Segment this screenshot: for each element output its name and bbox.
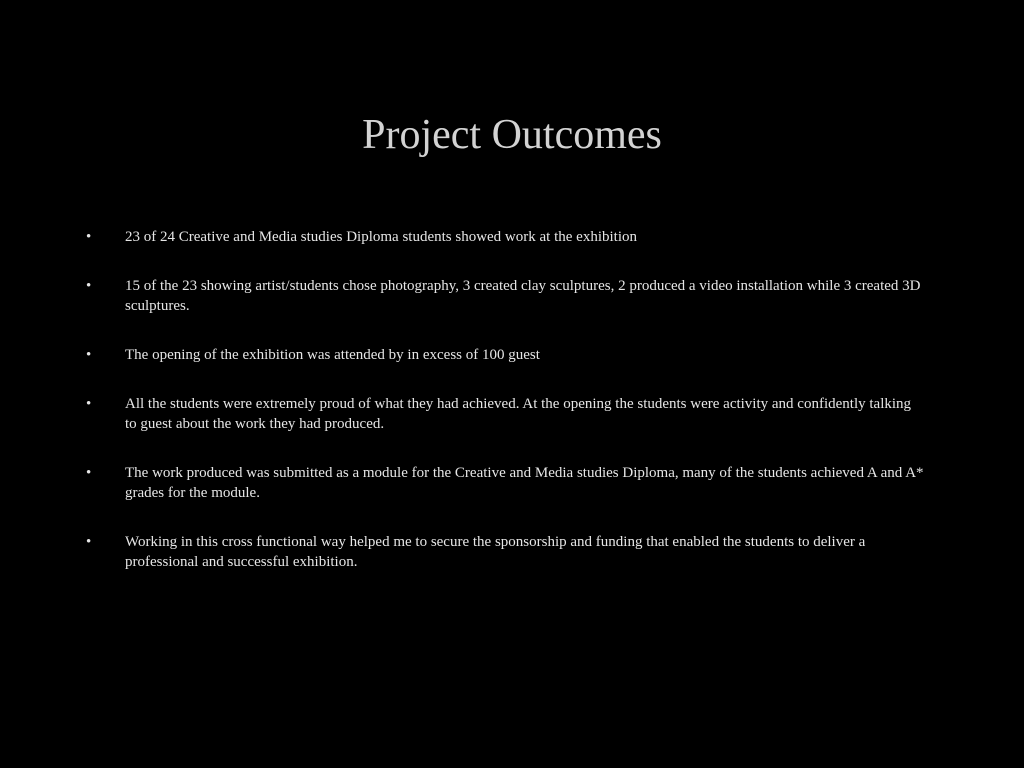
bullet-item (86, 532, 926, 572)
bullet-text: Working in this cross functional way helped me to secure the sponsorship and funding that enabled the students to deliver a professional and successful exhibition. (125, 534, 866, 570)
bullet-marker: • (86, 465, 92, 481)
bullet-marker: • (86, 278, 92, 294)
bullet-text: 23 of 24 Creative and Media studies Diploma students showed work at the exhibition (125, 229, 637, 245)
bullet-item (86, 227, 926, 247)
bullet-marker: • (86, 396, 92, 412)
bullet-item (86, 463, 926, 503)
bullet-item (86, 394, 926, 434)
bullet-item (86, 276, 926, 316)
bullet-marker: • (86, 229, 92, 245)
slide-title: Project Outcomes (362, 112, 662, 158)
bullet-text: The work produced was submitted as a module for the Creative and Media studies Diploma, many of the students achieved A and A* grades for the module. (125, 465, 924, 501)
bullet-text: 15 of the 23 showing artist/students chose photography, 3 created clay sculptures, 2 produced a video installation while 3 created 3D sculptures. (125, 278, 921, 314)
bullet-text: All the students were extremely proud of what they had achieved. At the opening the students were activity and confidently talking to guest about the work they had produced. (125, 396, 912, 432)
bullet-list (86, 227, 926, 601)
bullet-marker: • (86, 347, 92, 363)
bullet-marker: • (86, 534, 92, 550)
bullet-item (86, 345, 926, 365)
bullet-text: The opening of the exhibition was attended by in excess of 100 guest (125, 347, 540, 363)
